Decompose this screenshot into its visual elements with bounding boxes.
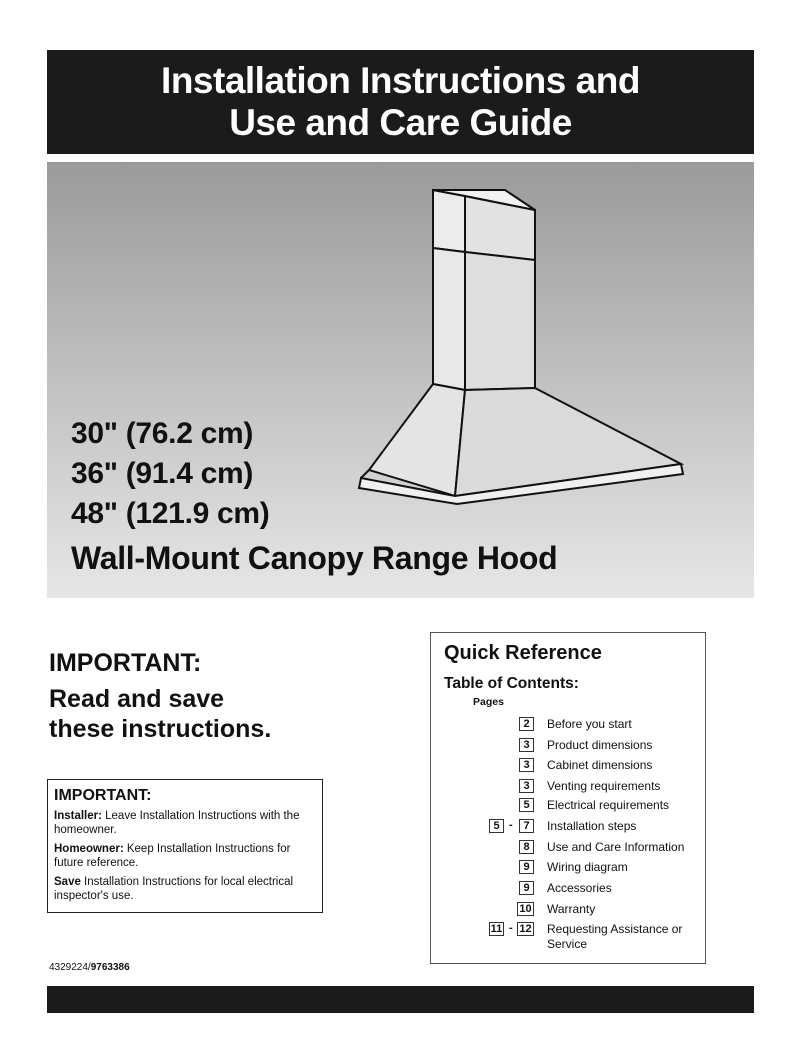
size-36: 36" (91.4 cm) <box>71 457 254 490</box>
toc-page-number: 7 <box>519 819 534 833</box>
quick-reference-box <box>430 632 706 964</box>
toc-entry <box>431 778 707 796</box>
size-list <box>71 414 557 578</box>
toc-entry-text: Product dimensions <box>547 738 653 752</box>
important-heading: IMPORTANT: <box>49 649 202 677</box>
toc-entry-text: Accessories <box>547 881 612 895</box>
toc-page-start: 5 <box>489 819 504 833</box>
toc-entry <box>431 737 707 755</box>
toc-page-number: 2 <box>519 717 534 731</box>
doc-number-prefix: 4329224/ <box>49 962 91 973</box>
toc-entry <box>431 921 707 951</box>
toc-entry-text: Cabinet dimensions <box>547 758 653 772</box>
notice-label: Installer: <box>54 810 102 822</box>
toc-entry-text: Installation steps <box>547 819 637 833</box>
toc-page-number: 12 <box>517 922 534 936</box>
doc-number-bold: 9763386 <box>90 962 130 973</box>
toc-range-dash: - <box>509 922 513 934</box>
toc-entry-text: Wiring diagram <box>547 860 628 874</box>
title-line-2: Use and Care Guide <box>229 102 572 143</box>
toc-entry <box>431 818 707 836</box>
notice-installer <box>54 809 322 837</box>
toc-entry-text: Before you start <box>547 717 632 731</box>
toc-entry <box>431 757 707 775</box>
notice-text: Leave Installation Instructions with the homeowner. <box>54 810 300 836</box>
pages-label: Pages <box>473 696 504 708</box>
toc-page-number: 8 <box>519 840 534 854</box>
hero-panel <box>47 162 754 598</box>
size-30: 30" (76.2 cm) <box>71 417 254 450</box>
toc-page-number: 3 <box>519 779 534 793</box>
product-name: Wall-Mount Canopy Range Hood <box>71 540 558 576</box>
notice-label: Homeowner: <box>54 843 124 855</box>
notice-label: Save <box>54 876 81 888</box>
title-banner <box>47 50 754 154</box>
quick-reference-title: Quick Reference <box>444 642 602 664</box>
notice-text: Installation Instructions for local electrical inspector's use. <box>54 876 294 902</box>
notice-save <box>54 875 322 903</box>
read-save-line-1: Read and save <box>49 685 225 713</box>
toc-page-number: 9 <box>519 860 534 874</box>
toc-entry <box>431 797 707 815</box>
toc-page-number: 3 <box>519 758 534 772</box>
toc-entry-text: Use and Care Information <box>547 840 685 854</box>
toc-entry <box>431 716 707 734</box>
toc-entry-text: Electrical requirements <box>547 798 670 812</box>
read-save-line-2: these instructions. <box>49 715 272 743</box>
toc-page-number: 10 <box>517 902 534 916</box>
toc-page-number: 5 <box>519 798 534 812</box>
toc-entry <box>431 901 707 919</box>
toc-page-number: 3 <box>519 738 534 752</box>
toc-range-dash: - <box>509 819 513 831</box>
toc-entry <box>431 859 707 877</box>
read-save-heading <box>49 684 349 744</box>
size-48: 48" (121.9 cm) <box>71 497 270 530</box>
toc-entry <box>431 880 707 898</box>
notice-homeowner <box>54 842 322 870</box>
toc-entry-text: Venting requirements <box>547 779 661 793</box>
toc-entry-text: Requesting Assistance or Service <box>547 922 683 951</box>
document-number <box>49 962 130 973</box>
toc-page-number: 9 <box>519 881 534 895</box>
toc-page-start: 11 <box>490 923 503 935</box>
footer-bar <box>47 986 754 1013</box>
notice-title: IMPORTANT: <box>54 787 152 804</box>
toc-title: Table of Contents: <box>444 675 579 692</box>
toc-entry <box>431 839 707 857</box>
title-line-1: Installation Instructions and <box>161 60 640 101</box>
important-notice-box <box>47 779 323 913</box>
notice-text: Keep Installation Instructions for future reference. <box>54 843 291 869</box>
toc-entry-text: Warranty <box>547 902 596 916</box>
